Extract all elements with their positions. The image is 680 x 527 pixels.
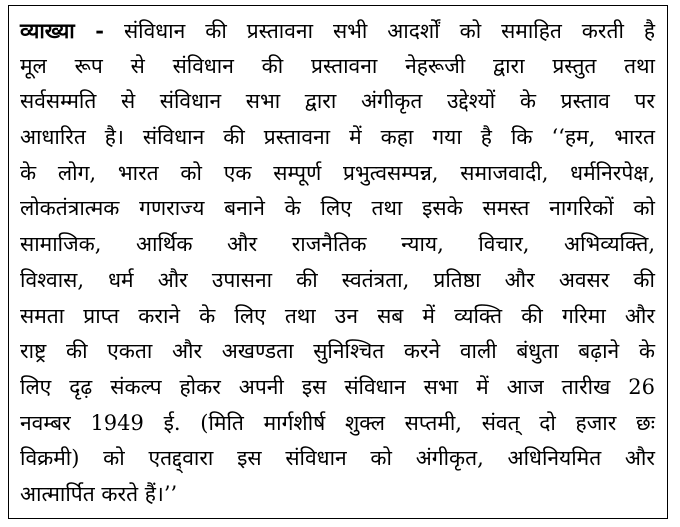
line-1-text: संविधान की प्रस्तावना सभी आदर्शों को समाहित करती है [123, 19, 655, 43]
text-line-3: सर्वसम्मति से संविधान सभा द्वारा अंगीकृत उद्देश्यों के प्रस्ताव पर [20, 89, 655, 114]
text-line-13: विक्रमी) को एतद्द्वारा इस संविधान को अंगीकृत, अधिनियमित और [20, 446, 655, 471]
text-line-6: लोकतंत्रात्मक गणराज्य बनाने के लिए तथा इसके समस्त नागरिकों को [20, 196, 655, 221]
text-line-4: आधारित है। संविधान की प्रस्तावना में कहा गया है कि ‘‘हम, भारत [20, 125, 655, 150]
text-line-7: सामाजिक, आर्थिक और राजनैतिक न्याय, विचार, अभिव्यक्ति, [20, 232, 655, 257]
text-line-9: समता प्राप्त कराने के लिए तथा उन सब में व्यक्ति की गरिमा और [20, 303, 655, 328]
text-line-2: मूल रूप से संविधान की प्रस्तावना नेहरूजी द्वारा प्रस्तुत तथा [20, 53, 655, 78]
text-line-5: के लोग, भारत को एक सम्पूर्ण प्रभुत्वसम्पन्न, समाजवादी, धर्मनिरपेक्ष, [20, 160, 655, 185]
text-line-12: नवम्बर 1949 ई. (मिति मार्गशीर्ष शुक्ल सप्तमी, संवत् दो हजार छः [20, 410, 655, 435]
text-line-11: लिए दृढ़ संकल्प होकर अपनी इस संविधान सभा में आज तारीख 26 [20, 374, 655, 399]
text-line-14: आत्मार्पित करते हैं।’’ [20, 481, 178, 506]
text-line-10: राष्ट्र की एकता और अखण्डता सुनिश्चित करने वाली बंधुता बढ़ाने के [20, 339, 655, 364]
explanation-heading: व्याख्या - [20, 18, 104, 43]
text-line-8: विश्वास, धर्म और उपासना की स्वतंत्रता, प्रतिष्ठा और अवसर की [20, 267, 655, 292]
text-line-1 [20, 13, 655, 49]
explanation-box [8, 5, 668, 519]
